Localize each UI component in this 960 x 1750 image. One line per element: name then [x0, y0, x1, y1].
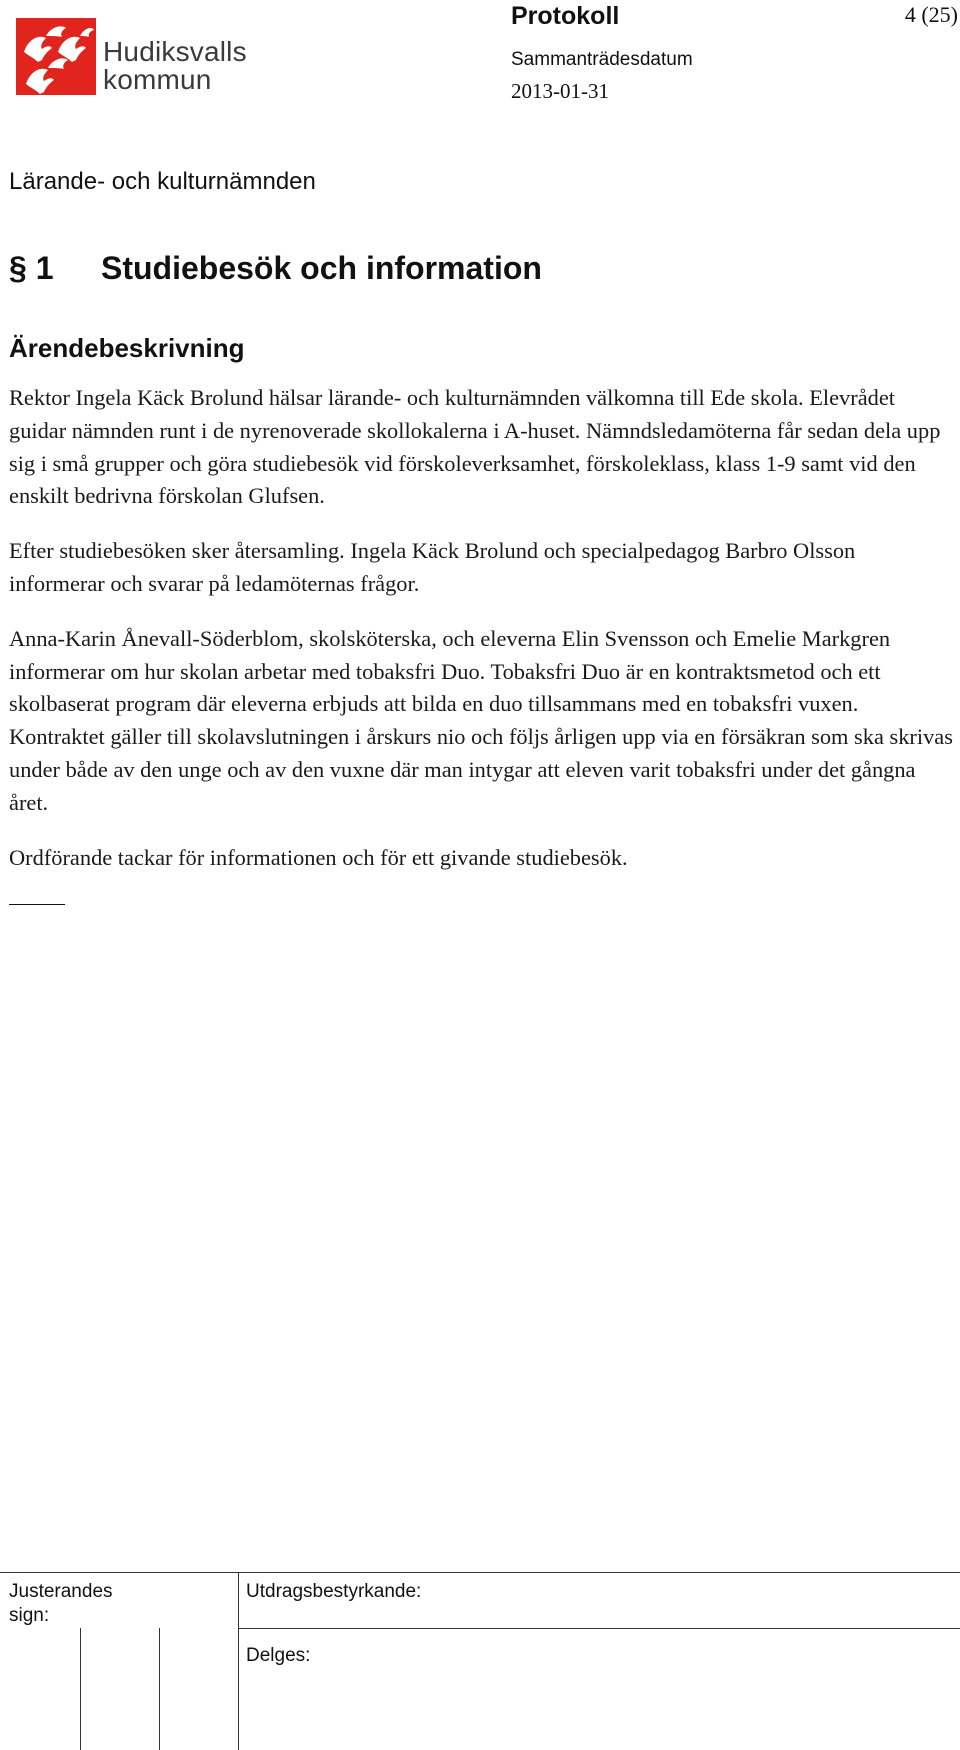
utdrag-label: Utdragsbestyrkande: [246, 1581, 422, 1602]
end-separator [9, 904, 65, 905]
footer-top-line [0, 1572, 960, 1573]
sign-text: sign: [9, 1605, 50, 1626]
sign-box-divider [80, 1628, 81, 1750]
justerandes-text: Justerandes [9, 1581, 113, 1602]
committee-name: Lärande- och kulturnämnden [9, 168, 316, 195]
logo-line-2: kommun [103, 64, 212, 95]
meeting-date-label: Sammanträdesdatum [511, 49, 693, 70]
hudiksvall-goat-logo-icon [16, 18, 96, 95]
footer-mid-line [238, 1628, 960, 1629]
logo-line-1: Hudiksvalls [103, 36, 247, 67]
subheading: Ärendebeskrivning [9, 333, 245, 363]
meeting-date: 2013-01-31 [511, 79, 609, 103]
page-number: 4 (25) [904, 2, 958, 27]
paragraph: Rektor Ingela Käck Brolund hälsar lärande- och kulturnämnden välkomna till Ede skola. Elevrådet guidar nämnden runt i de nyrenoverade skollokalerna i A-huset. Nämndsledamöterna får sedan dela upp sig i små grupper och göra studiebesök vid förskoleverksamhet, förskoleklass, klass 1-9 samt vid den enskilt bedrivna förskolan Glufsen. [9, 385, 941, 509]
justerandes-label [9, 1580, 113, 1628]
section-heading [9, 250, 542, 287]
signature-footer [0, 1572, 960, 1750]
paragraph: Anna-Karin Ånevall-Söderblom, skolsköterska, och eleverna Elin Svensson och Emelie Markgren informerar om hur skolan arbetar med tobaksfri Duo. Tobaksfri Duo är en kontraktsmetod och ett skolbaserat program där eleverna erbjuds att bilda en duo tillsammans med en tobaksfri vuxen. Kontraktet gäller till skolavslutningen i årskurs nio och följs årligen upp via en försäkran som ska skrivas under både av den unge och av den vuxne där man intygar att eleven varit tobaksfri under det gångna året. [9, 625, 953, 815]
paragraph: Ordförande tackar för informationen och för ett givande studiebesök. [9, 844, 628, 870]
sign-box-divider [159, 1628, 160, 1750]
body-text [9, 382, 954, 905]
paragraph: Efter studiebesöken sker återsamling. Ingela Käck Brolund och specialpedagog Barbro Olsson informerar och svarar på ledamöternas frågor. [9, 538, 856, 596]
logo-wordmark [103, 38, 247, 94]
delges-label: Delges: [246, 1645, 311, 1666]
section-title: Studiebesök och information [101, 250, 542, 286]
footer-divider [238, 1572, 239, 1750]
section-number: § 1 [9, 250, 54, 286]
document-type: Protokoll [511, 2, 620, 30]
